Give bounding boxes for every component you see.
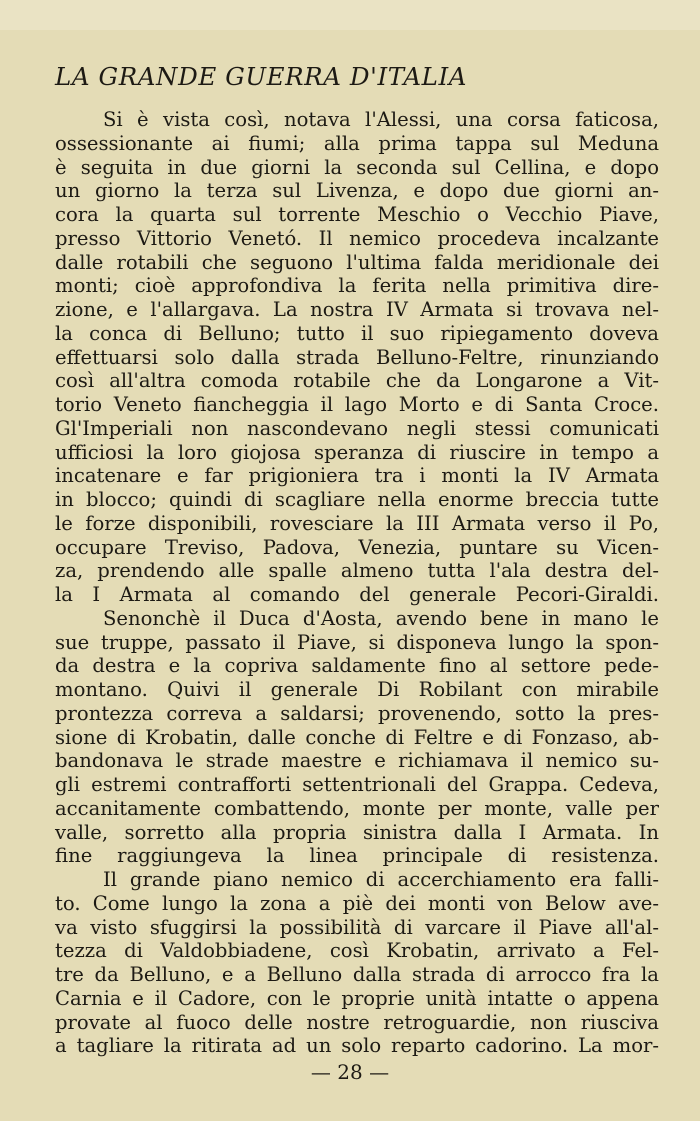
text-line: monti; cioè approfondiva la ferita nella primitiva dire- [55, 274, 659, 298]
text-line: Carnia e il Cadore, con le proprie unità intatte o appena [55, 986, 659, 1010]
text-line: sione di Krobatin, dalle conche di Feltre e di Fonzaso, ab- [55, 725, 659, 749]
text-line: gli estremi contrafforti settentrionali del Grappa. Cedeva, [55, 773, 659, 796]
text-line: ossessionante ai fiumi; alla prima tappa sul Meduna [55, 131, 659, 155]
text-line: le forze disponibili, rovesciare la III Armata verso il Po, [55, 511, 659, 535]
body-text [55, 108, 659, 1058]
text-line: zione, e l'allargava. La nostra IV Armata si trovava nel- [55, 298, 659, 321]
text-line: dalle rotabili che seguono l'ultima falda meridionale dei [55, 250, 659, 274]
text-line: provate al fuoco delle nostre retroguardie, non riusciva [55, 1010, 659, 1034]
text-line: accanitamente combattendo, monte per monte, valle per [55, 796, 659, 820]
text-line: la I Armata al comando del generale Pecori-Giraldi. [55, 583, 659, 606]
text-line: bandonava le strade maestre e richiamava il nemico su- [55, 749, 659, 773]
text-line: presso Vittorio Venetó. Il nemico procedeva incalzante [55, 226, 659, 250]
text-line: ufficiosi la loro giojosa speranza di riuscire in tempo a [55, 440, 659, 464]
text-line: cora la quarta sul torrente Meschio o Vecchio Piave, [55, 203, 659, 226]
text-line: montano. Quivi il generale Di Robilant con mirabile [55, 678, 659, 701]
text-line: è seguita in due giorni la seconda sul Cellina, e dopo [55, 155, 659, 179]
text-line: va visto sfuggirsi la possibilità di varcare il Piave all'al- [55, 915, 659, 939]
text-line: a tagliare la ritirata ad un solo reparto cadorino. La mor- [55, 1034, 659, 1058]
page-number: — 28 — [310, 1060, 390, 1084]
text-line: fine raggiungeva la linea principale di resistenza. [55, 844, 659, 868]
text-line: prontezza correva a saldarsi; provenendo, sotto la pres- [55, 701, 659, 725]
text-line: effettuarsi solo dalla strada Belluno-Feltre, rinunziando [55, 345, 659, 369]
text-line: un giorno la terza sul Livenza, e dopo due giorni an- [55, 179, 659, 203]
text-line: valle, sorretto alla propria sinistra dalla I Armata. In [55, 820, 659, 844]
text-line: torio Veneto fiancheggia il lago Morto e di Santa Croce. [55, 393, 659, 416]
text-line: Gl'Imperiali non nascondevano negli stessi comunicati [55, 416, 659, 440]
text-line: occupare Treviso, Padova, Venezia, puntare su Vicen- [55, 535, 659, 559]
text-line: sue truppe, passato il Piave, si disponeva lungo la spon- [55, 630, 659, 654]
text-line: la conca di Belluno; tutto il suo ripiegamento doveva [55, 321, 659, 345]
text-line: za, prendendo alle spalle almeno tutta l'ala destra del- [55, 559, 659, 583]
text-line: tre da Belluno, e a Belluno dalla strada di arrocco fra la [55, 963, 659, 986]
text-line: così all'altra comoda rotabile che da Longarone a Vit- [55, 369, 659, 393]
text-line: in blocco; quindi di scagliare nella enorme breccia tutte [55, 488, 659, 511]
text-line: Si è vista così, notava l'Alessi, una corsa faticosa, [103, 108, 659, 131]
text-line: to. Come lungo la zona a piè dei monti von Below ave- [55, 891, 659, 915]
text-line: incatenare e far prigioniera tra i monti la IV Armata [55, 464, 659, 488]
text-line: Senonchè il Duca d'Aosta, avendo bene in mano le [103, 606, 659, 630]
running-head: LA GRANDE GUERRA D'ITALIA [55, 62, 468, 91]
text-line: tezza di Valdobbiadene, così Krobatin, arrivato a Fel- [55, 939, 659, 963]
text-line: Il grande piano nemico di accerchiamento era falli- [103, 868, 659, 891]
text-line: da destra e la copriva saldamente fino al settore pede- [55, 654, 659, 678]
